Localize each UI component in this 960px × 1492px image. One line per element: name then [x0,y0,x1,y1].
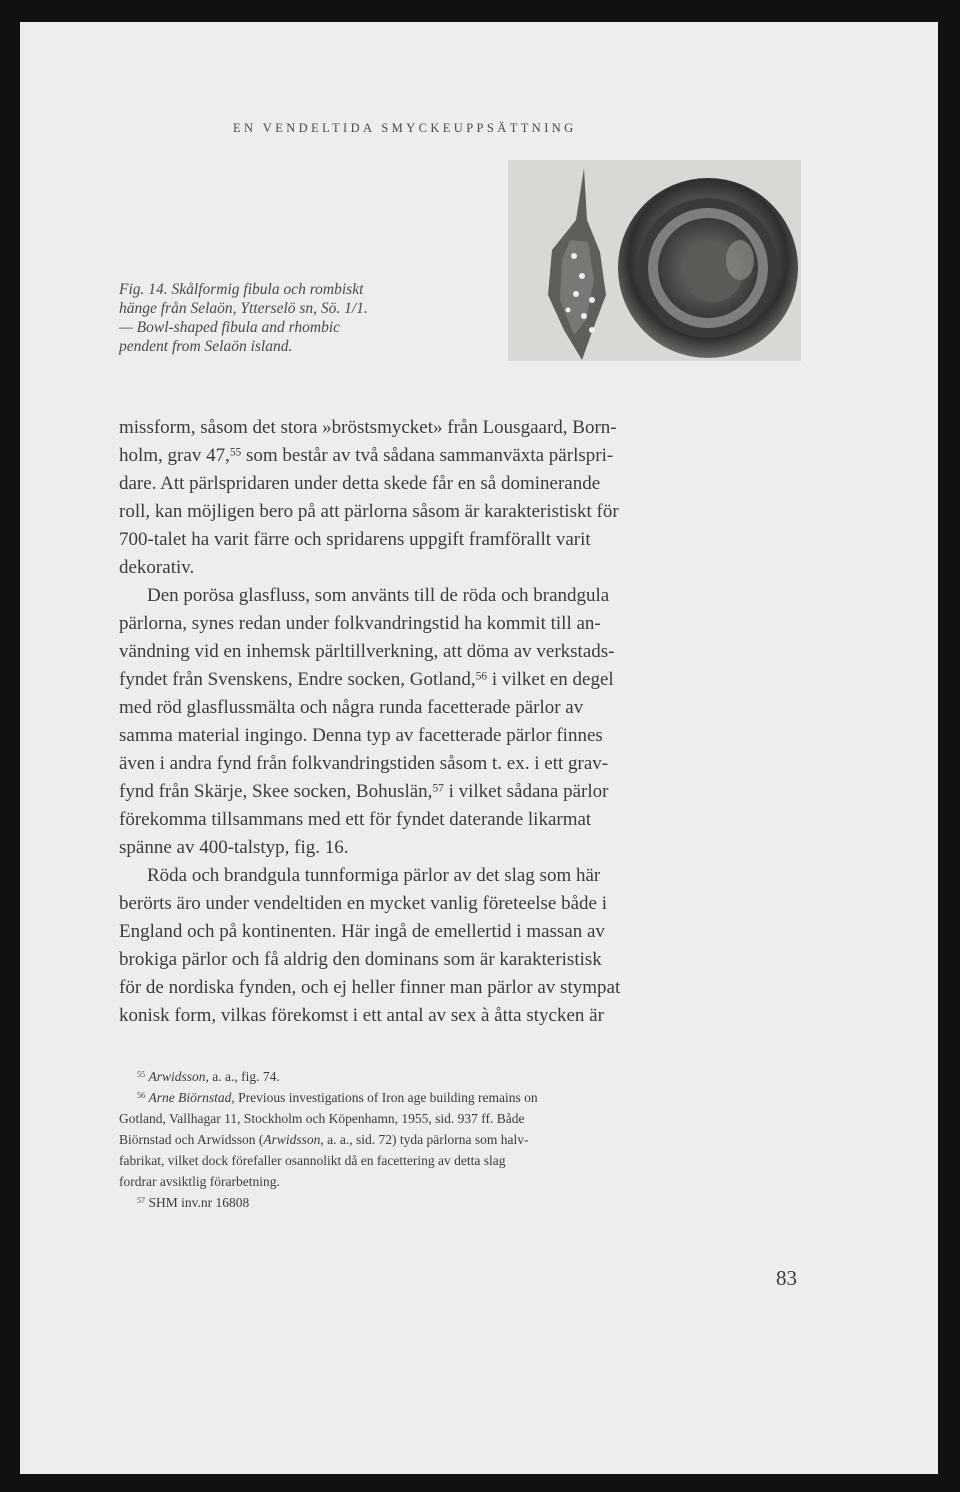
text-line: för de nordiska fynden, och ej heller finner man pärlor av stympat [119,977,621,998]
text-line: vändning vid en inhemsk pärltillverkning, att döma av verkstads- [119,641,615,662]
footnotes [119,1066,802,1213]
text-line: roll, kan möjligen bero på att pärlorna såsom är karakteristiskt för [119,501,619,522]
caption-line: Fig. 14. Skålformig fibula och rombiskt [119,281,364,298]
text-line: även i andra fynd från folkvandringstiden såsom t. ex. i ett grav- [119,753,609,774]
text-line: fynd från Skärje, Skee socken, Bohuslän,$^{57}$ i vilket sådana pärlor [119,781,609,802]
text-line: konisk form, vilkas förekomst i ett antal av sex à åtta stycken är [119,1005,604,1026]
footnote-line: fabrikat, vilket dock förefaller osannolikt då en facettering av detta slag [119,1153,506,1168]
footnote-56: $^{56}$ Arne Biörnstad, Previous investigations of Iron age building remains on [137,1090,538,1105]
text-line: missform, såsom det stora »bröstsmycket» från Lousgaard, Born- [119,417,617,438]
footnote-line: fordrar avsiktlig förarbetning. [119,1174,280,1189]
footnote-55: $^{55}$ Arwidsson, a. a., fig. 74. [137,1069,280,1084]
caption-line: pendent from Selaön island. [119,338,293,355]
text-line: Den porösa glasfluss, som använts till de röda och brandgula [147,585,610,606]
figure-photo [508,160,801,361]
text-line: holm, grav 47,55 som består av två sådana sammanväxta pärlspri- [119,445,614,466]
running-header: EN VENDELTIDA SMYCKEUPPSÄTTNING [233,121,577,135]
text-line: berörts äro under vendeltiden en mycket vanlig företeelse både i [119,893,607,914]
text-line: Röda och brandgula tunnformiga pärlor av det slag som här [147,865,601,886]
text-line: med röd glasflussmälta och några runda facetterade pärlor av [119,697,584,718]
footnote-ref[interactable]: 56 [475,670,488,683]
footnote-line: Gotland, Vallhagar 11, Stockholm och Köpenhamn, 1955, sid. 937 ff. Både [119,1111,525,1126]
footnote-line: Biörnstad och Arwidsson (Arwidsson, a. a., sid. 72) tyda pärlorna som halv- [119,1132,529,1147]
text-line: England och på kontinenten. Här ingå de emellertid i massan av [119,921,605,942]
footnote-57: $^{57}$ SHM inv.nr 16808 [137,1195,250,1210]
fibula-and-pendant-image [508,160,801,361]
text-line: pärlorna, synes redan under folkvandringstid ha kommit till an- [119,613,601,634]
figure-caption [119,280,499,356]
text-line: spänne av 400-talstyp, fig. 16. [119,837,349,858]
body-text [119,414,802,1030]
footnote-ref[interactable]: 55 [229,446,242,459]
text-line: 700-talet ha varit färre och spridarens uppgift framförallt varit [119,529,591,550]
caption-line: hänge från Selaön, Ytterselö sn, Sö. 1/1. [119,300,368,317]
text-line: fyndet från Svenskens, Endre socken, Gotland,$^{56}$ i vilket en degel [119,669,614,690]
footnote-ref[interactable]: 57 [432,782,444,795]
text-line: brokiga pärlor och få aldrig den dominans som är karakteristisk [119,949,602,970]
caption-line: — Bowl-shaped fibula and rhombic [119,319,341,336]
text-line: samma material ingingo. Denna typ av facetterade pärlor finnes [119,725,603,746]
text-line: dare. Att pärlspridaren under detta skede får en så dominerande [119,473,601,494]
text-line: dekorativ. [119,557,195,578]
page-number: 83 [776,1266,797,1290]
text-line: förekomma tillsammans med ett för fyndet daterande likarmat [119,809,592,830]
